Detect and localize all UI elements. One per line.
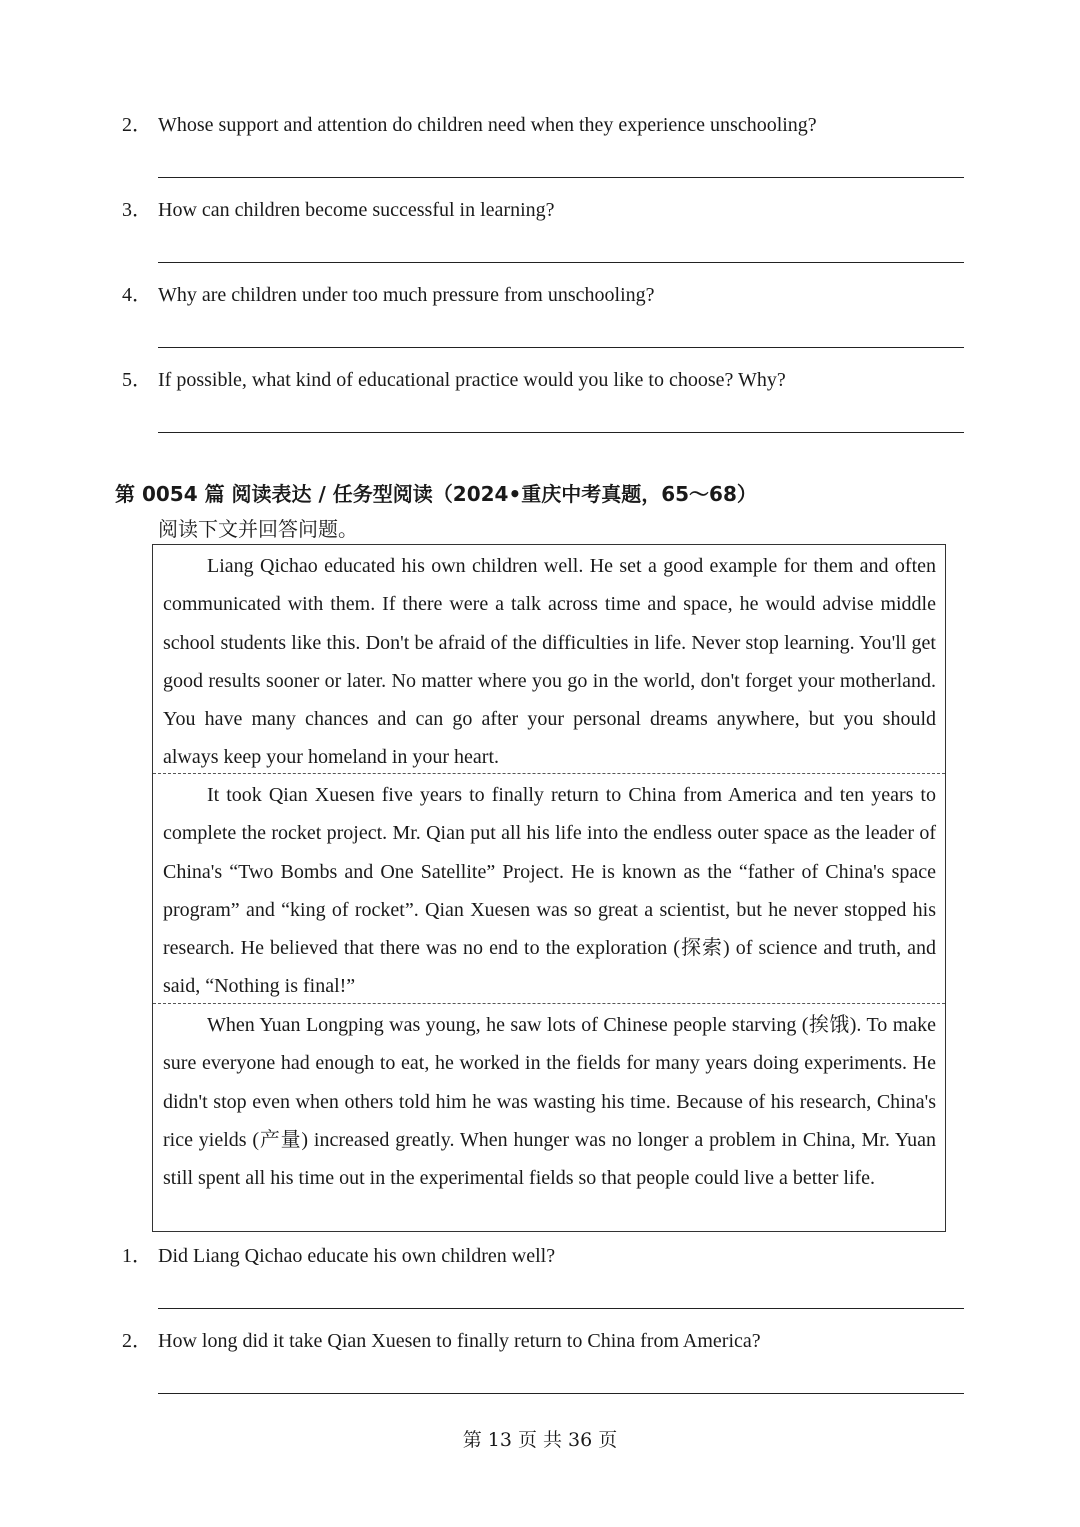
answer-line[interactable]	[158, 432, 964, 433]
passage-divider	[153, 773, 945, 774]
answer-line[interactable]	[158, 262, 964, 263]
passage-qian-xuesen: It took Qian Xuesen five years to finally return to China from America and ten years to complete the rocket project. Mr. Qian put all his life into the endless outer space as the leader of China's “Two Bombs and One Satellite” Project. He is known as the “father of China's space program” and “king of rocket”. Qian Xuesen was so great a scientist, but he never stopped his research. He believed that there was no end to the exploration (探索) of science and truth, and said, “Nothing is final!”	[163, 784, 936, 998]
answer-line[interactable]	[158, 347, 964, 348]
page-footer: 第 13 页 共 36 页	[462, 1429, 618, 1451]
answer-line[interactable]	[158, 1393, 964, 1394]
question-item	[122, 111, 817, 139]
question-number: 2．	[122, 1330, 152, 1352]
question-item	[122, 1327, 761, 1355]
question-text: Did Liang Qichao educate his own children well?	[158, 1245, 556, 1267]
question-number: 4．	[122, 284, 152, 306]
answer-line[interactable]	[158, 1308, 964, 1309]
passage-box	[152, 544, 946, 1232]
question-number: 1．	[122, 1245, 152, 1267]
question-text: How long did it take Qian Xuesen to finally return to China from America?	[158, 1330, 761, 1352]
question-number: 5．	[122, 369, 152, 391]
question-text: If possible, what kind of educational practice would you like to choose? Why?	[158, 369, 786, 391]
question-number: 2．	[122, 114, 152, 136]
passage-liang-qichao: Liang Qichao educated his own children well. He set a good example for them and often communicated with them. If there were a talk across time and space, he would advise middle school students like this. Don't be afraid of the difficulties in life. Never stop learning. You'll get good results sooner or later. No matter where you go in the world, don't forget your motherland. You have many chances and can go after your personal dreams anywhere, but you should always keep your homeland in your heart.	[163, 555, 936, 769]
question-text: How can children become successful in learning?	[158, 199, 555, 221]
section-title: 第 0054 篇 阅读表达 / 任务型阅读（2024•重庆中考真题，65～68）	[115, 482, 757, 506]
passage-yuan-longping: When Yuan Longping was young, he saw lots of Chinese people starving (挨饿). To make sure everyone had enough to eat, he worked in the fields for many years doing experiments. He didn't stop even when others told him he was wasting his time. Because of his research, China's rice yields (产量) increased greatly. When hunger was no longer a problem in China, Mr. Yuan still spent all his time out in the experimental fields so that people could live a better life.	[163, 1014, 936, 1190]
section-instruction: 阅读下文并回答问题。	[158, 517, 358, 541]
question-item	[122, 366, 786, 394]
question-item	[122, 196, 555, 224]
question-text: Whose support and attention do children need when they experience unschooling?	[158, 114, 817, 136]
question-text: Why are children under too much pressure from unschooling?	[158, 284, 655, 306]
answer-line[interactable]	[158, 177, 964, 178]
question-item	[122, 1242, 555, 1270]
question-item	[122, 281, 655, 309]
question-number: 3．	[122, 199, 152, 221]
passage-divider	[153, 1003, 945, 1004]
